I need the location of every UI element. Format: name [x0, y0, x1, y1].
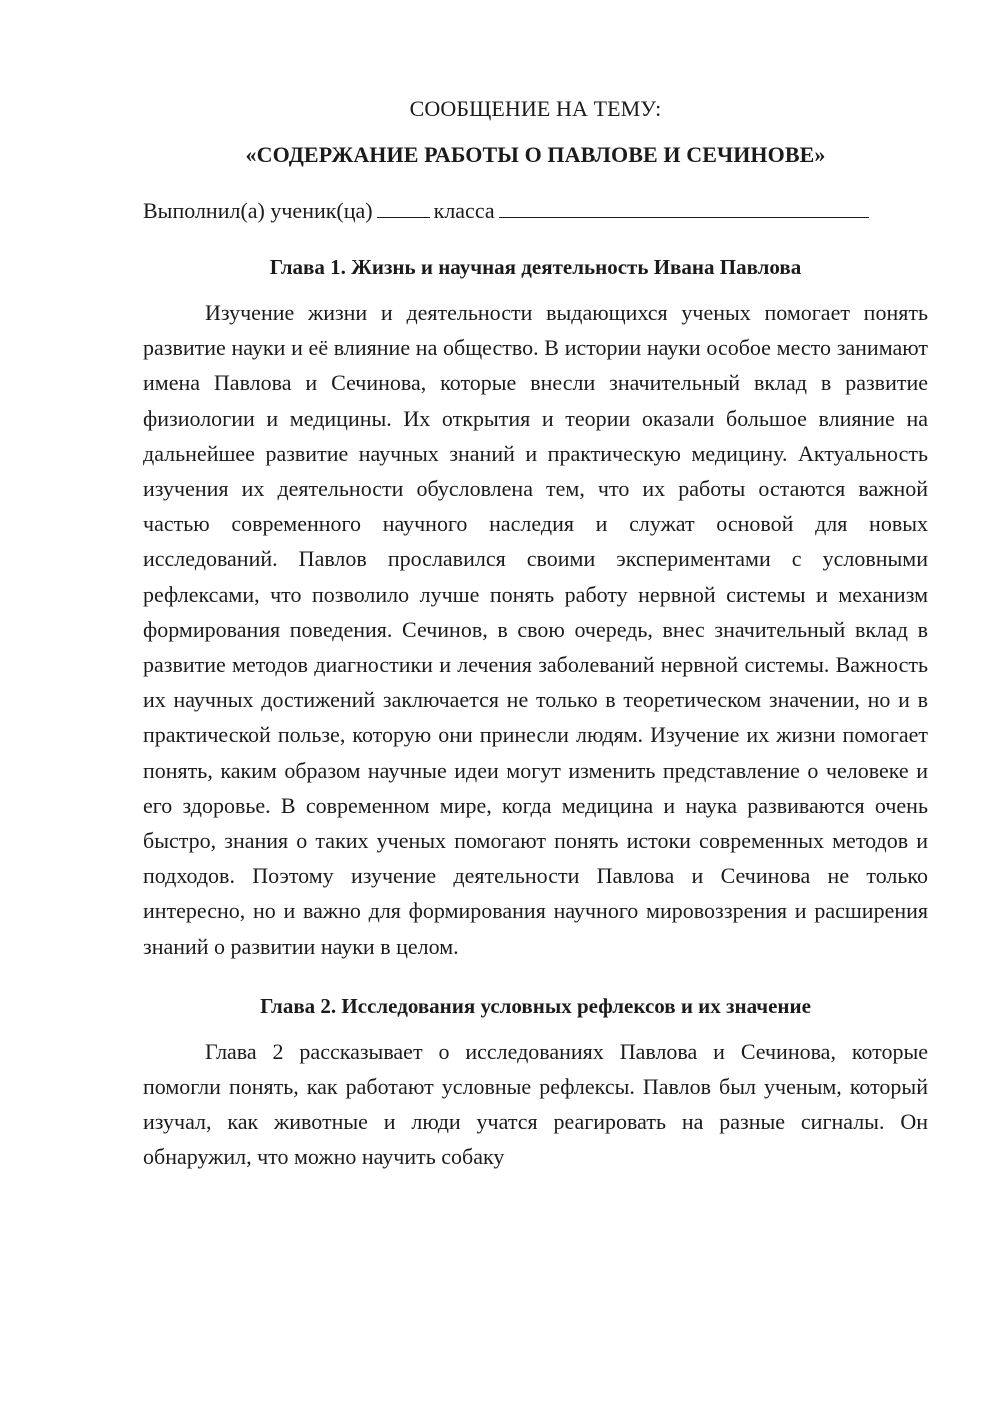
chapter-1-heading: Глава 1. Жизнь и научная деятельность Ивана Павлова: [269, 255, 802, 279]
chapter-2-heading: Глава 2. Исследования условных рефлексов и их значение: [260, 993, 811, 1018]
document-content: [143, 95, 928, 1175]
chapter-2-paragraph: Глава 2 рассказывает о исследованиях Павлова и Сечинова, которые помогли понять, как работают условные рефлексы. Павлов был ученым, который изучал, как животные и люди учатся реагировать на разные сигналы. Он обнаружил, что можно научить собаку: [143, 1038, 928, 1170]
chapter-1-paragraph: Изучение жизни и деятельности выдающихся ученых помогает понять развитие науки и её влияние на общество. В истории науки особое место занимают имена Павлова и Сечинова, которые внесли значительный вклад в развитие физиологии и медицины. Их открытия и теории оказали большое влияние на дальнейшее развитие научных знаний и практическую медицину. Актуальность изучения их деятельности обусловлена тем, что их работы остаются важной частью современного научного наследия и служат основой для новых исследований. Павлов прославился своими экспериментами с условными рефлексами, что позволило лучше понять работу нервной системы и механизм формирования поведения. Сечинов, в свою очередь, внес значительный вклад в развитие методов диагностики и лечения заболеваний нервной системы. Важность их научных достижений заключается не только в теоретическом значении, но и в практической пользе, которую они принесли людям. Изучение их жизни помогает понять, каким образом научные идеи могут изменить представление о человеке и его здоровье. В современном мире, когда медицина и наука развиваются очень быстро, знания о таких ученых помогают понять истоки современных методов и подходов. Поэтому изучение деятельности Павлова и Сечинова не только интересно, но и важно для формирования научного мировоззрения и расширения знаний о развитии науки в целом.: [143, 300, 928, 959]
class-number-blank: [377, 197, 430, 218]
document-title-topic: «СОДЕРЖАНИЕ РАБОТЫ О ПАВЛОВЕ И СЕЧИНОВЕ»: [245, 142, 826, 167]
document-title-line-1: СООБЩЕНИЕ НА ТЕМУ:: [409, 96, 662, 121]
author-prefix: Выполнил(а) ученик(ца): [143, 198, 373, 223]
student-name-blank: [499, 197, 869, 218]
author-line: [143, 197, 928, 225]
class-label: класса: [433, 198, 495, 223]
